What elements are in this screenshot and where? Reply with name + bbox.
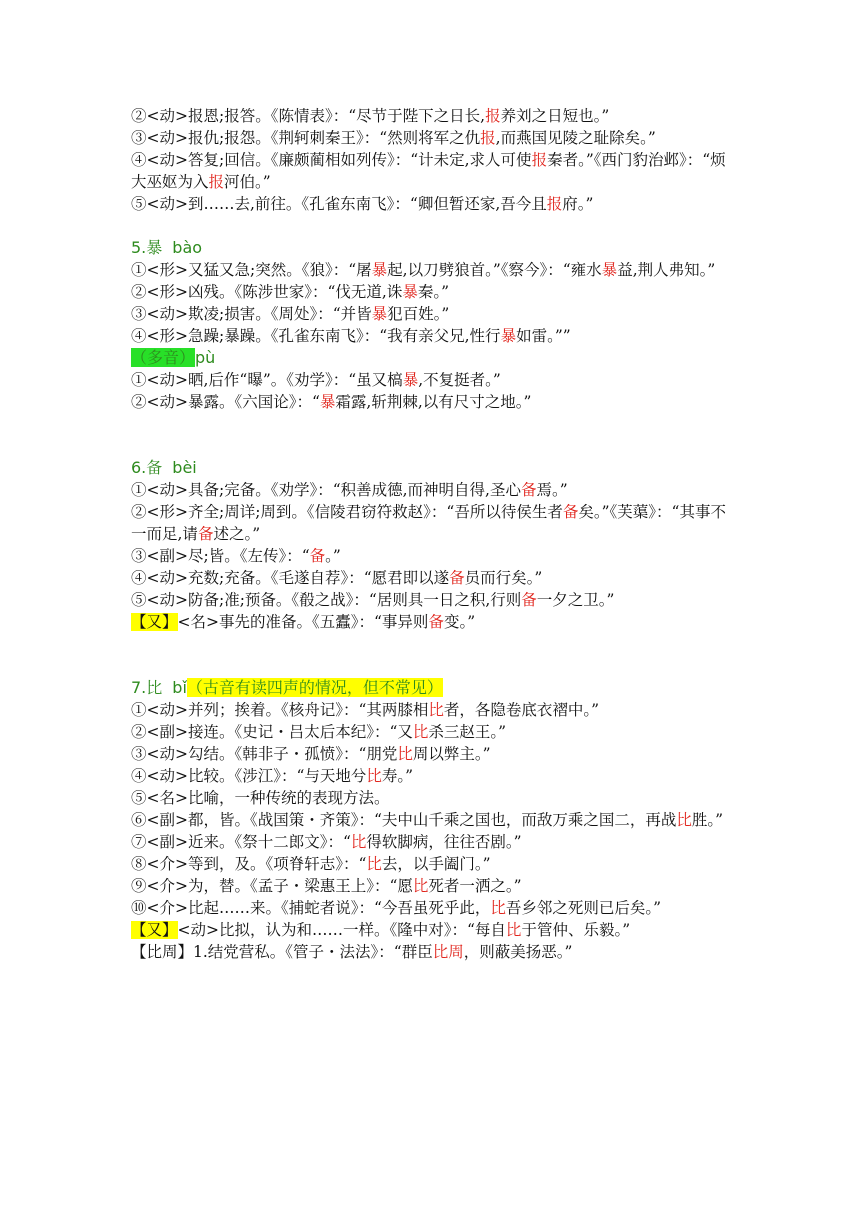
highlight-char: 备 [428, 613, 444, 631]
sec7-def-3: ③<动>勾结。《韩非子・孤愤》：“朋党比周以弊主。” [131, 745, 491, 763]
sec5-pu-def-2: ②<动>暴露。《六国论》：“暴霜露,斩荆棘,以有尺寸之地。” [131, 393, 532, 411]
sec4-def-4: ④<动>答复;回信。《廉颇蔺相如列传》：“计未定,求人可使报秦者。”《西门豹治邺》：“烦大巫妪为入报河伯。” [131, 151, 726, 191]
you-tag: 【又】 [131, 921, 178, 939]
highlight-char: 报 [480, 129, 496, 147]
highlight-char: 比 [412, 877, 429, 895]
you-tag: 【又】 [131, 613, 178, 631]
sec6-you-line: 【又】<名>事先的准备。《五蠹》：“事异则备变。” [131, 613, 476, 631]
highlight-char: 暴 [371, 305, 388, 323]
highlight-char: 比 [505, 921, 522, 939]
sec5-pu-def-1: ①<动>晒,后作“曝”。《劝学》：“虽又槁暴,不复挺者。” [131, 371, 501, 389]
highlight-char: 比 [428, 701, 444, 719]
sec7-def-2: ②<副>接连。《史记・吕太后本纪》：“又比杀三赵王。” [131, 723, 507, 741]
sec4-def-5: ⑤<动>到……去,前往。《孔雀东南飞》：“卿但暂还家,吾今且报府。” [131, 195, 594, 213]
sec6-def-2: ②<形>齐全;周详;周到。《信陵君窃符救赵》：“吾所以待侯生者备矣。”《芙蕖》：“其事不一而足,请备述之。” [131, 503, 726, 543]
sec6-def-1: ①<动>具备;完备。《劝学》：“积善成德,而神明自得,圣心备焉。” [131, 481, 568, 499]
sec6-def-4: ④<动>充数;充备。《毛遂自荐》：“愿君即以遂备员而行矣。” [131, 569, 543, 587]
highlight-char: 备 [309, 547, 326, 565]
highlight-char: 备 [197, 525, 214, 543]
entry-heading-bao: 5.暴 bào [131, 238, 203, 257]
highlight-char: 暴 [500, 327, 517, 345]
highlight-char: 比 [350, 833, 367, 851]
sec7-def-10: ⑩<介>比起……来。《捕蛇者说》：“今吾虽死乎此，比吾乡邻之死则已后矣。” [131, 899, 662, 917]
sec7-you-line: 【又】<动>比拟，认为和……一样。《隆中对》：“每自比于管仲、乐毅。” [131, 921, 631, 939]
highlight-char: 备 [521, 591, 537, 609]
entry-heading-bi: 7.比 bǐ（古音有读四声的情况，但不常见） [131, 678, 443, 697]
duoyin-tag: （多音） [131, 348, 196, 367]
sec7-def-5: ⑤<名>比喻，一种传统的表现方法。 [131, 789, 390, 807]
sec6-def-3: ③<副>尽;皆。《左传》：“备。” [131, 547, 341, 565]
highlight-char: 报 [208, 173, 225, 191]
pinyin: bǐ [172, 678, 187, 697]
highlight-char: 备 [562, 503, 579, 521]
highlight-char: 暴 [319, 393, 336, 411]
pronunciation-note: （古音有读四声的情况，但不常见） [186, 678, 443, 697]
sec5-def-2: ②<形>凶残。《陈涉世家》：“伐无道,诛暴秦。” [131, 283, 450, 301]
highlight-char: 比 [490, 899, 506, 917]
sec7-bizhou-line: 【比周】1.结党营私。《管子・法法》：“群臣比周，则蔽美扬恶。” [131, 943, 573, 961]
sec6-def-5: ⑤<动>防备;准;预备。《殽之战》：“居则具一日之积,行则备一夕之卫。” [131, 591, 615, 609]
sec7-def-4: ④<动>比较。《涉江》：“与天地兮比寿。” [131, 767, 414, 785]
highlight-char: 报 [531, 151, 548, 169]
highlight-char: 比 [397, 745, 413, 763]
sec4-def-2: ②<动>报恩;报答。《陈情表》：“尽节于陛下之日长,报养刘之日短也。” [131, 107, 610, 125]
highlight-char: 比 [412, 723, 429, 741]
sec5-def-4: ④<形>急躁;暴躁。《孔雀东南飞》：“我有亲父兄,性行暴如雷。”” [131, 327, 571, 345]
sec7-def-9: ⑨<介>为，替。《孟子・梁惠王上》：“愿比死者一洒之。” [131, 877, 522, 895]
pinyin: bèi [172, 458, 197, 477]
sec7-def-6: ⑥<副>都，皆。《战国策・齐策》：“夫中山千乘之国也，而敌万乘之国二，再战比胜。” [131, 811, 724, 829]
sec4-def-3: ③<动>报仇;报怨。《荆轲刺秦王》：“然则将军之仇报,而燕国见陵之耻除矣。” [131, 129, 656, 147]
sec5-def-1: ①<形>又猛又急;突然。《狼》：“屠暴起,以刀劈狼首。”《察今》：“雍水暴益,荆人弗知。” [131, 261, 716, 279]
highlight-char: 比 [366, 855, 382, 873]
highlight-char: 比周 [432, 943, 464, 961]
duoyin-heading [131, 347, 731, 369]
highlight-char: 比 [366, 767, 382, 785]
entry-heading-bei: 6.备 bèi [131, 458, 197, 477]
highlight-char: 备 [520, 481, 537, 499]
pinyin: bào [172, 238, 203, 257]
highlight-char: 报 [546, 195, 563, 213]
sec7-def-8: ⑧<介>等到，及。《项脊轩志》：“比去，以手阖门。” [131, 855, 491, 873]
highlight-char: 暴 [371, 261, 388, 279]
highlight-char: 暴 [601, 261, 618, 279]
highlight-char: 备 [449, 569, 465, 587]
sec5-def-3: ③<动>欺凌;损害。《周处》：“并皆暴犯百姓。” [131, 305, 450, 323]
highlight-char: 报 [485, 107, 501, 125]
highlight-char: 暴 [402, 371, 419, 389]
highlight-char: 暴 [402, 283, 418, 301]
document-body [131, 105, 731, 963]
sec7-def-1: ①<动>并列；挨着。《核舟记》：“其两膝相比者，各隐卷底衣褶中。” [131, 701, 600, 719]
highlight-char: 比 [676, 811, 692, 829]
sec7-def-7: ⑦<副>近来。《祭十二郎文》：“比得软脚病，往往否剧。” [131, 833, 522, 851]
pinyin: pù [195, 348, 216, 367]
